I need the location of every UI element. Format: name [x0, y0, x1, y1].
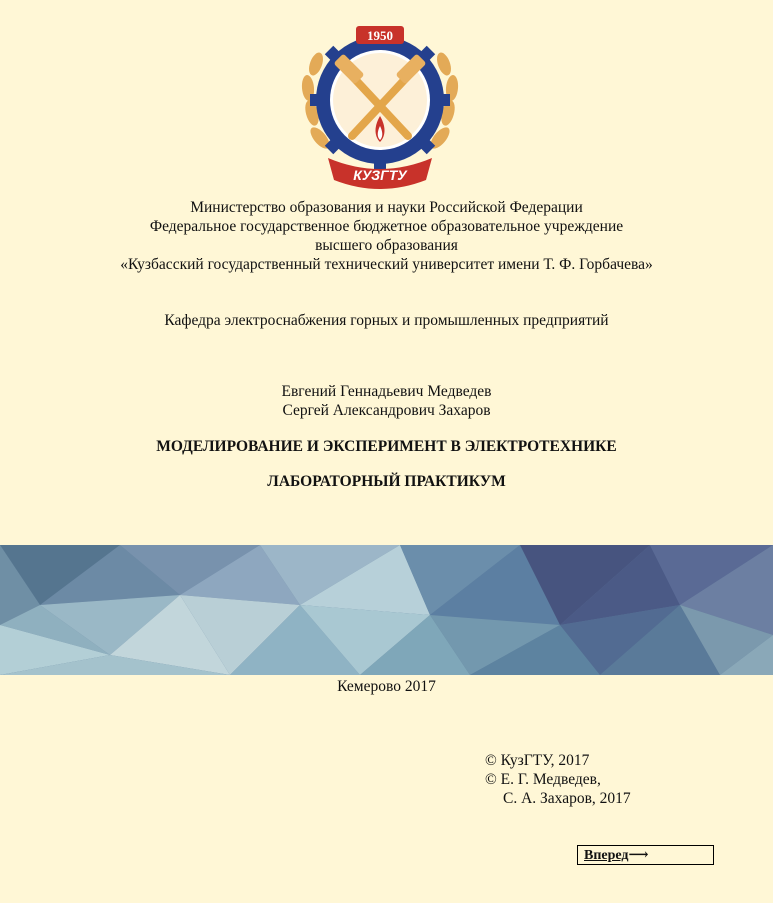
- author-2: Сергей Александрович Захаров: [282, 402, 491, 419]
- institution-line-2: Федеральное государственное бюджетное образовательное учреждение: [149, 218, 624, 235]
- right-arrow-icon: ⟶: [628, 848, 649, 863]
- logo-name: КУЗГТУ: [353, 167, 407, 183]
- decorative-banner: [0, 545, 773, 675]
- copyright-line-2: © Е. Г. Медведев,: [485, 771, 601, 788]
- book-subtitle: ЛАБОРАТОРНЫЙ ПРАКТИКУМ: [267, 473, 506, 490]
- copyright-line-3: С. А. Захаров, 2017: [503, 790, 631, 807]
- copyright-block: [485, 751, 631, 808]
- department: Кафедра электроснабжения горных и промышленных предприятий: [164, 312, 609, 329]
- copyright-line-1: © КузГТУ, 2017: [485, 752, 590, 769]
- authors: [0, 382, 773, 420]
- next-label[interactable]: Вперед: [584, 848, 629, 863]
- institution-line-1: Министерство образования и науки Российской Федерации: [190, 199, 583, 216]
- institution-block: [0, 198, 773, 274]
- next-button[interactable]: [577, 845, 714, 865]
- city-year: Кемерово 2017: [337, 678, 436, 695]
- institution-line-3: высшего образования: [315, 237, 458, 254]
- university-logo: [290, 18, 470, 193]
- book-title: МОДЕЛИРОВАНИЕ И ЭКСПЕРИМЕНТ В ЭЛЕКТРОТЕХНИКЕ: [156, 438, 617, 455]
- logo-year: 1950: [367, 28, 393, 43]
- author-1: Евгений Геннадьевич Медведев: [281, 383, 492, 400]
- institution-line-4: «Кузбасский государственный технический университет имени Т. Ф. Горбачева»: [120, 256, 653, 273]
